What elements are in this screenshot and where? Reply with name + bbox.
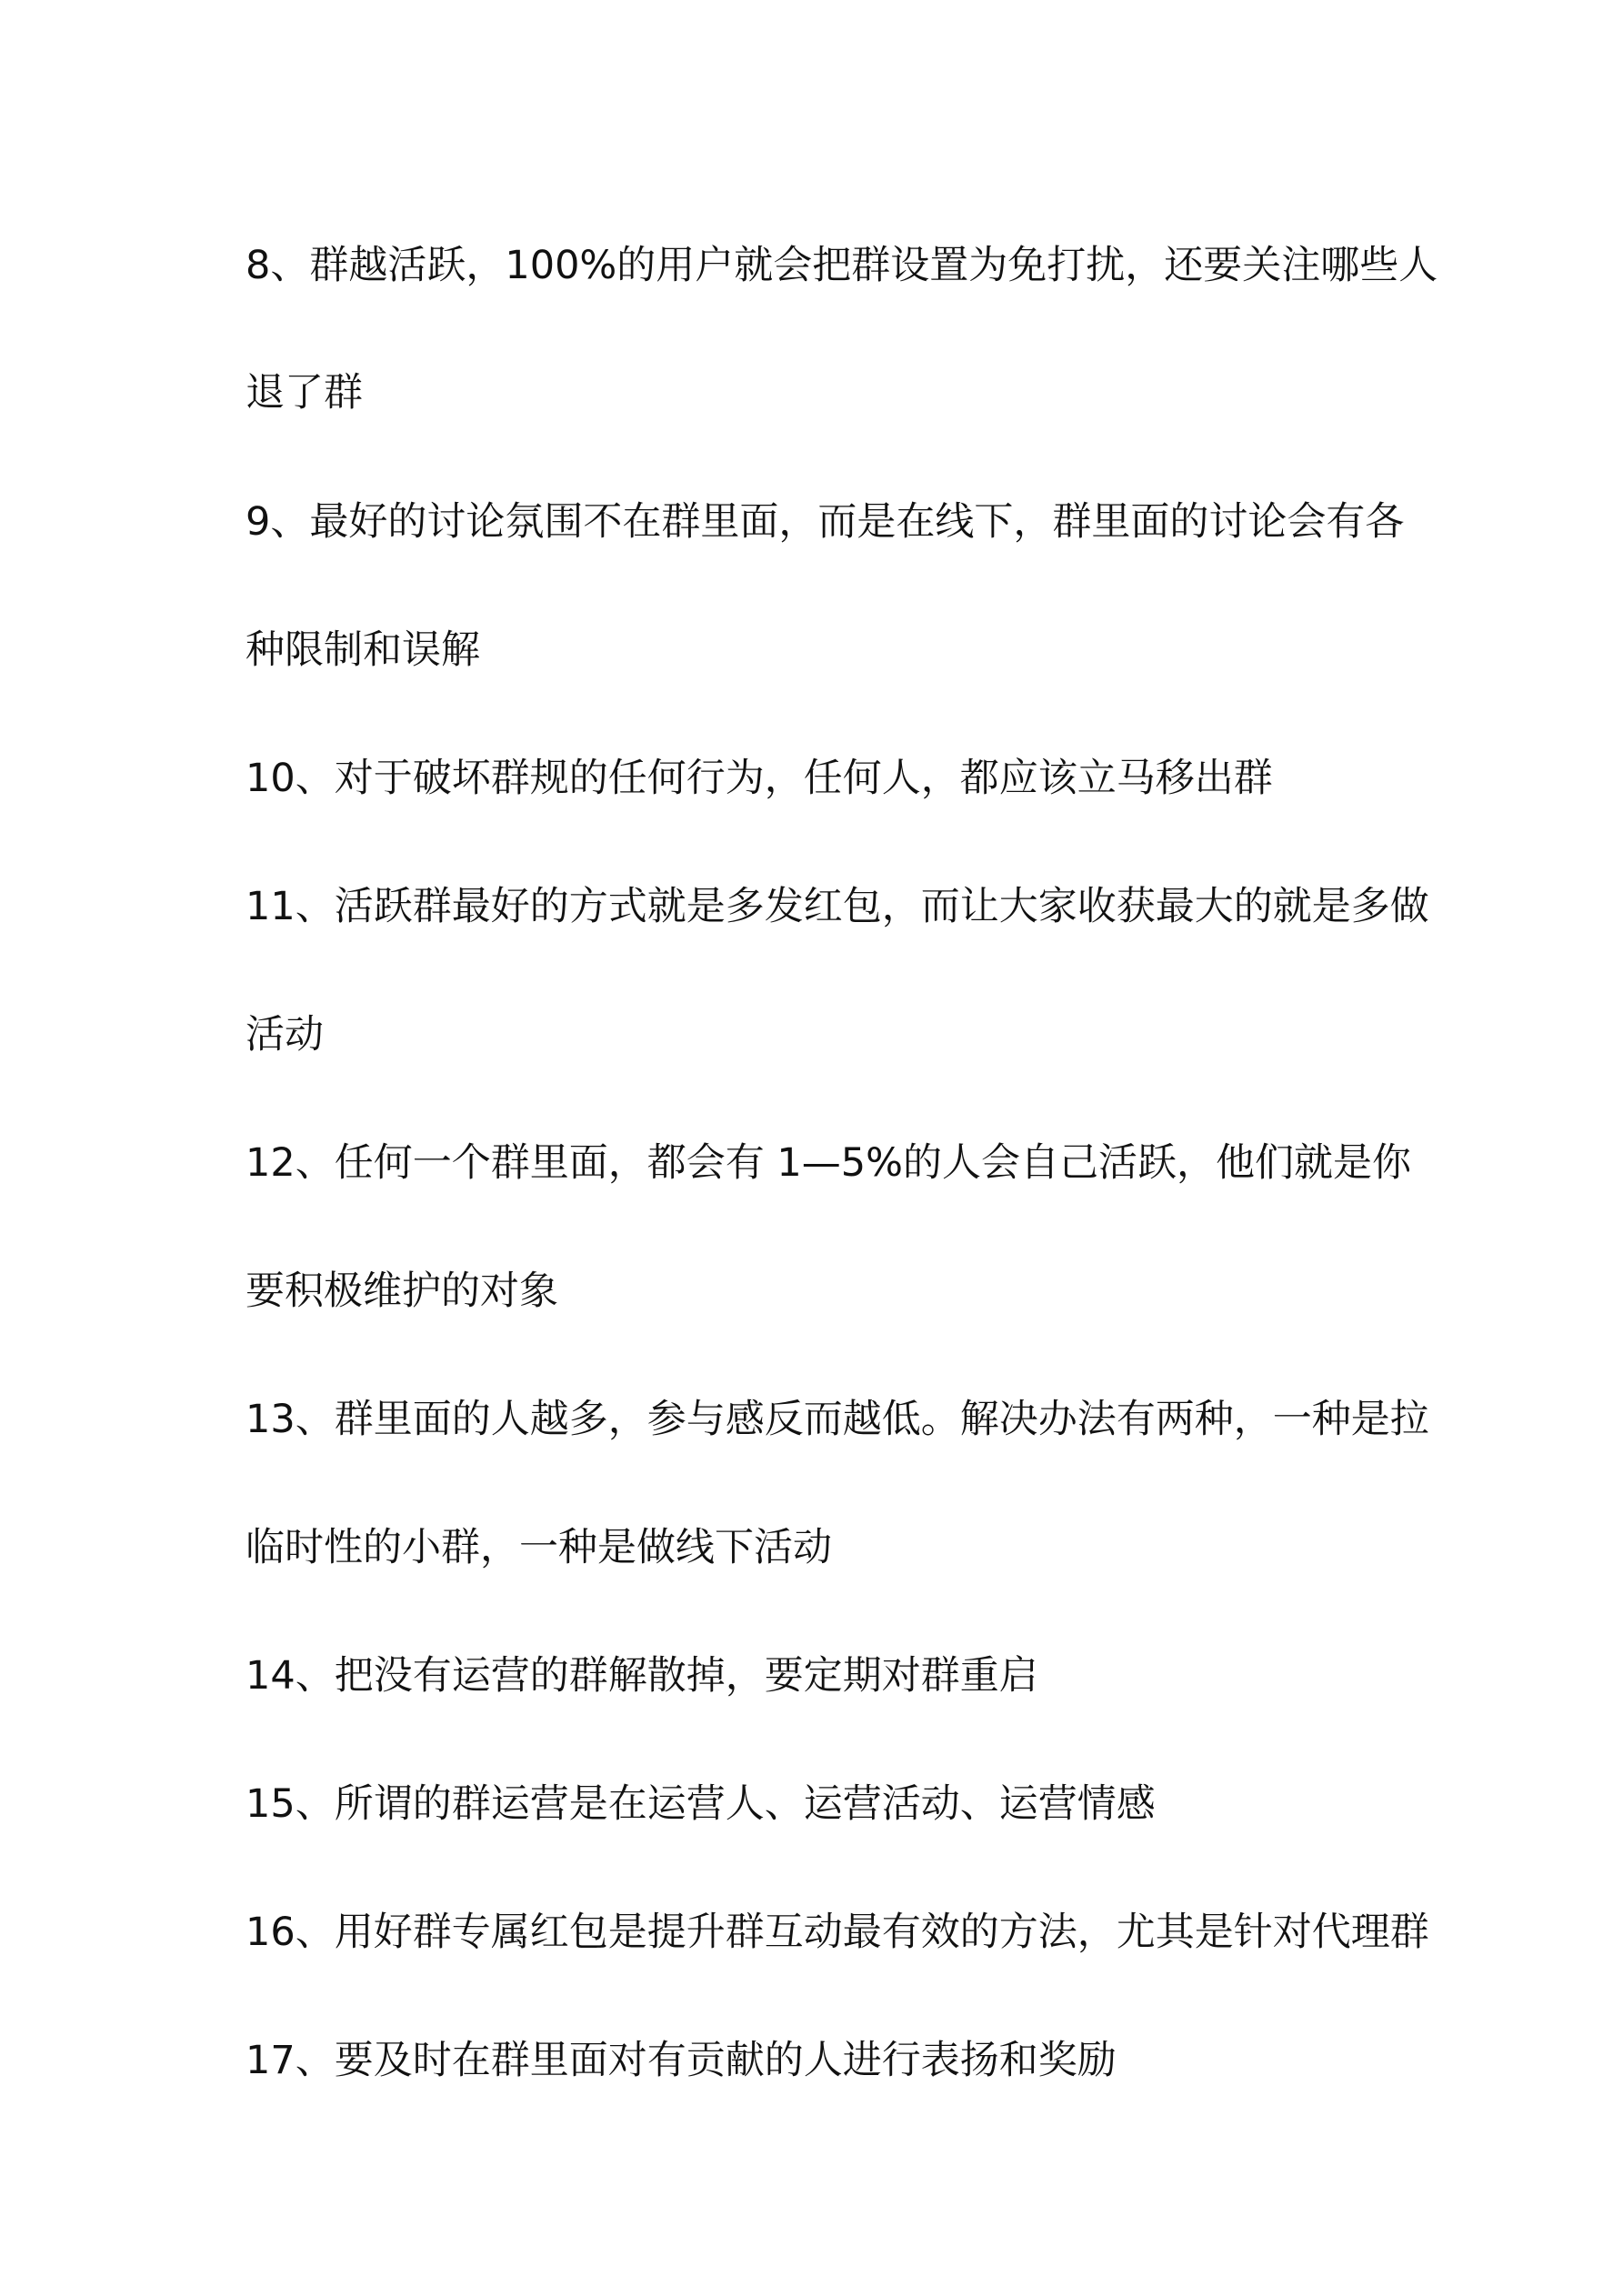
item-13-line-1: 13、群里面的人越多，参与感反而越低。解决办法有两种，一种是拉 [245, 1397, 1429, 1442]
item-15-line-1: 15、所谓的群运营是在运营人、运营活动、运营情感 [245, 1781, 1156, 1827]
item-8-line-2: 退了群 [245, 370, 363, 416]
item-11-line-2: 活动 [245, 1012, 324, 1058]
item-16-line-1: 16、用好群专属红包是提升群互动最有效的方法，尤其是针对代理群 [245, 1910, 1429, 1955]
item-9-line-2: 种限制和误解 [245, 627, 480, 673]
item-11-line-1: 11、活跃群最好的方式就是多发红包，而让大家收获最大的就是多做 [245, 884, 1429, 929]
item-9-line-1: 9、最好的讨论氛围不在群里面，而是在线下，群里面的讨论会有各 [245, 499, 1405, 545]
item-14-line-1: 14、把没有运营的群解散掉，要定期对群重启 [245, 1653, 1038, 1699]
item-13-line-2: 临时性的小群，一种是做线下活动 [245, 1525, 832, 1570]
item-10-line-1: 10、对于破坏群规的任何行为，任何人，都应该立马移出群 [245, 756, 1273, 801]
item-8-line-1: 8、群越活跃，100%的用户就会把群设置为免打扰，还要关注哪些人 [245, 243, 1438, 288]
item-12-line-2: 要积极维护的对象 [245, 1268, 558, 1314]
item-17-line-1: 17、要及时在群里面对有贡献的人进行表扬和奖励 [245, 2038, 1117, 2083]
item-12-line-1: 12、任何一个群里面，都会有 1—5%的人会自己活跃，他们就是你 [245, 1140, 1411, 1186]
